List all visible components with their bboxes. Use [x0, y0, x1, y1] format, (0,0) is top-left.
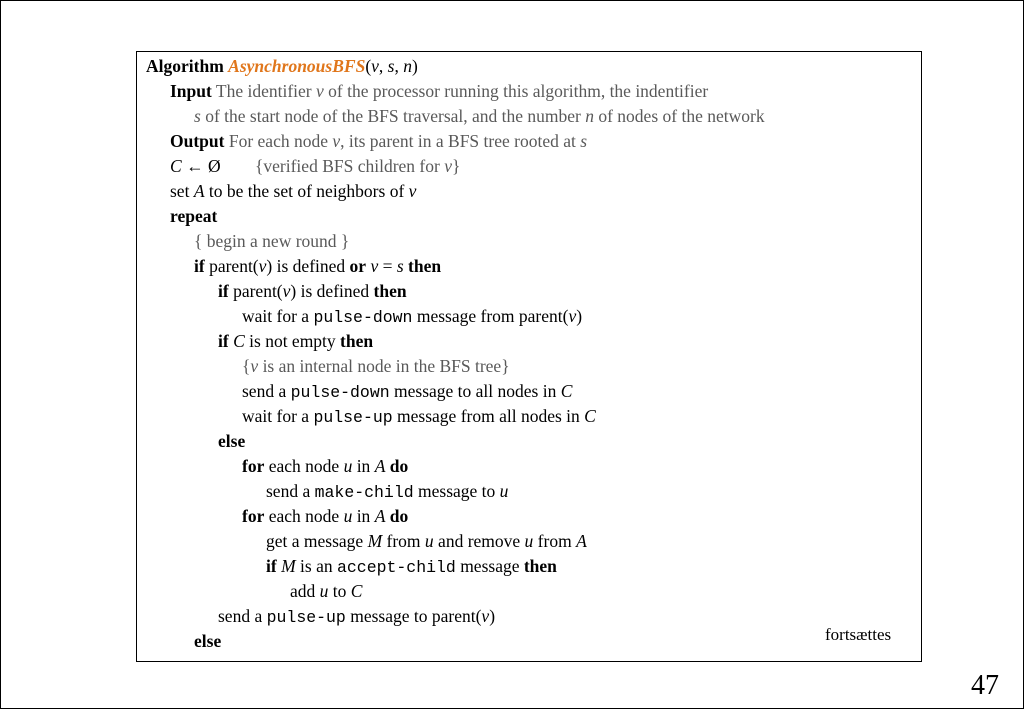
var-s: s — [194, 106, 201, 126]
var-v: v — [481, 606, 490, 626]
kw-then: then — [340, 331, 374, 351]
message-accept-child: accept-child — [336, 558, 456, 577]
for-each-node-line — [242, 455, 408, 477]
init-c-line — [170, 155, 221, 177]
output-text — [224, 131, 587, 151]
if-c-not-empty-line — [218, 330, 373, 352]
input-line-continued — [194, 105, 765, 127]
text: send a — [218, 606, 267, 626]
var-v: v — [258, 256, 267, 276]
text: message to parent( — [345, 606, 482, 626]
output-keyword: Output — [170, 131, 225, 151]
continued-label: fortsættes — [825, 625, 892, 644]
text: each node — [264, 456, 344, 476]
var-n: n — [585, 106, 594, 126]
kw-do: do — [389, 506, 409, 526]
text: in — [352, 506, 375, 526]
var-v: v — [316, 81, 324, 101]
comma: , — [378, 56, 388, 76]
text: ) — [576, 306, 583, 326]
kw-then: then — [373, 281, 407, 301]
text: wait for a — [242, 306, 314, 326]
text: send a — [242, 381, 291, 401]
comma: , — [394, 56, 404, 76]
var-a: A — [193, 181, 205, 201]
text: to be the set of neighbors of — [204, 181, 409, 201]
text: For each node — [224, 131, 333, 151]
message-pulse-up: pulse-up — [266, 608, 346, 627]
var-m: M — [281, 556, 296, 576]
text: set — [170, 181, 194, 201]
var-s: s — [580, 131, 588, 151]
param-v: v — [371, 56, 379, 76]
text: from — [533, 531, 577, 551]
send-pulse-up-line — [218, 605, 495, 629]
send-pulse-down-line — [242, 380, 572, 404]
message-pulse-down: pulse-down — [290, 383, 390, 402]
text: of the start node of the BFS traversal, and the number — [200, 106, 586, 126]
get-message-line — [266, 530, 587, 552]
var-u: u — [424, 531, 434, 551]
algorithm-box — [136, 51, 922, 662]
add-u-line — [290, 580, 362, 602]
if-parent-or-start-line — [194, 255, 441, 277]
text: ) is defined — [266, 256, 350, 276]
text: message from all nodes in — [392, 406, 585, 426]
send-make-child-line — [266, 480, 508, 504]
var-v: v — [444, 156, 452, 176]
message-pulse-down: pulse-down — [313, 308, 413, 327]
var-c: C — [350, 581, 363, 601]
kw-do: do — [389, 456, 409, 476]
var-c: C — [170, 156, 182, 176]
round-comment: { begin a new round } — [194, 231, 350, 251]
text: {verified BFS children for — [255, 156, 445, 176]
var-a: A — [576, 531, 587, 551]
var-a: A — [374, 456, 386, 476]
text: is an internal node in the BFS tree} — [258, 356, 510, 376]
else-keyword: else — [218, 431, 246, 451]
algorithm-header — [146, 55, 418, 77]
init-c-comment — [255, 155, 460, 177]
param-s: s — [387, 56, 395, 76]
output-line — [170, 130, 587, 152]
var-v: v — [282, 281, 291, 301]
kw-then: then — [408, 256, 442, 276]
text: is not empty — [244, 331, 341, 351]
page-number: 47 — [971, 670, 999, 701]
else-keyword-2: else — [194, 631, 222, 651]
var-v: v — [568, 306, 577, 326]
param-n: n — [403, 56, 412, 76]
text: in — [352, 456, 375, 476]
text: wait for a — [242, 406, 314, 426]
text: add — [290, 581, 320, 601]
var-m: M — [367, 531, 383, 551]
input-text — [212, 81, 708, 101]
wait-pulse-down-line — [242, 305, 582, 329]
text: parent( — [228, 281, 283, 301]
text: and remove — [433, 531, 525, 551]
text: message to — [413, 481, 500, 501]
message-make-child: make-child — [314, 483, 414, 502]
text: parent( — [204, 256, 259, 276]
var-v: v — [370, 256, 379, 276]
text: is an — [295, 556, 337, 576]
var-c: C — [560, 381, 573, 401]
paren: ( — [365, 56, 372, 76]
assign-empty-set: ← Ø — [181, 156, 221, 176]
message-pulse-up: pulse-up — [313, 408, 393, 427]
kw-for: for — [242, 506, 265, 526]
text: of nodes of the network — [593, 106, 765, 126]
text: from — [382, 531, 425, 551]
var-u: u — [499, 481, 509, 501]
text: each node — [264, 506, 344, 526]
wait-pulse-up-line — [242, 405, 596, 429]
text: get a message — [266, 531, 368, 551]
text: = — [378, 256, 397, 276]
text: The identifier — [211, 81, 316, 101]
paren: ) — [411, 56, 418, 76]
text: message — [455, 556, 524, 576]
text: { — [242, 356, 251, 376]
var-v: v — [408, 181, 417, 201]
text: } — [451, 156, 461, 176]
input-line — [170, 80, 708, 102]
var-a: A — [374, 506, 386, 526]
algorithm-name: AsynchronousBFS — [228, 56, 366, 76]
var-v: v — [250, 356, 259, 376]
kw-then: then — [523, 556, 557, 576]
text: message from parent( — [412, 306, 569, 326]
var-v: v — [332, 131, 341, 151]
algorithm-keyword: Algorithm — [146, 56, 224, 76]
text: to — [328, 581, 351, 601]
var-s: s — [396, 256, 404, 276]
kw-if: if — [194, 256, 205, 276]
kw-for: for — [242, 456, 265, 476]
var-u: u — [524, 531, 534, 551]
text: send a — [266, 481, 315, 501]
var-c: C — [584, 406, 596, 426]
var-u: u — [319, 581, 329, 601]
if-parent-defined-line — [218, 280, 407, 302]
kw-if: if — [218, 281, 229, 301]
kw-if: if — [266, 556, 277, 576]
internal-node-comment — [242, 355, 510, 377]
kw-or: or — [349, 256, 367, 276]
if-accept-child-line — [266, 555, 557, 579]
for-each-node-line-2 — [242, 505, 408, 527]
text: of the processor running this algorithm, the indentifier — [323, 81, 709, 101]
var-c: C — [233, 331, 245, 351]
input-keyword: Input — [170, 81, 212, 101]
text: message to all nodes in — [389, 381, 561, 401]
repeat-keyword: repeat — [170, 206, 218, 226]
text: , its parent in a BFS tree rooted at — [340, 131, 581, 151]
kw-if: if — [218, 331, 229, 351]
var-u: u — [343, 456, 353, 476]
var-u: u — [343, 506, 353, 526]
set-a-line — [170, 180, 416, 202]
text: ) — [489, 606, 496, 626]
text: ) is defined — [290, 281, 374, 301]
